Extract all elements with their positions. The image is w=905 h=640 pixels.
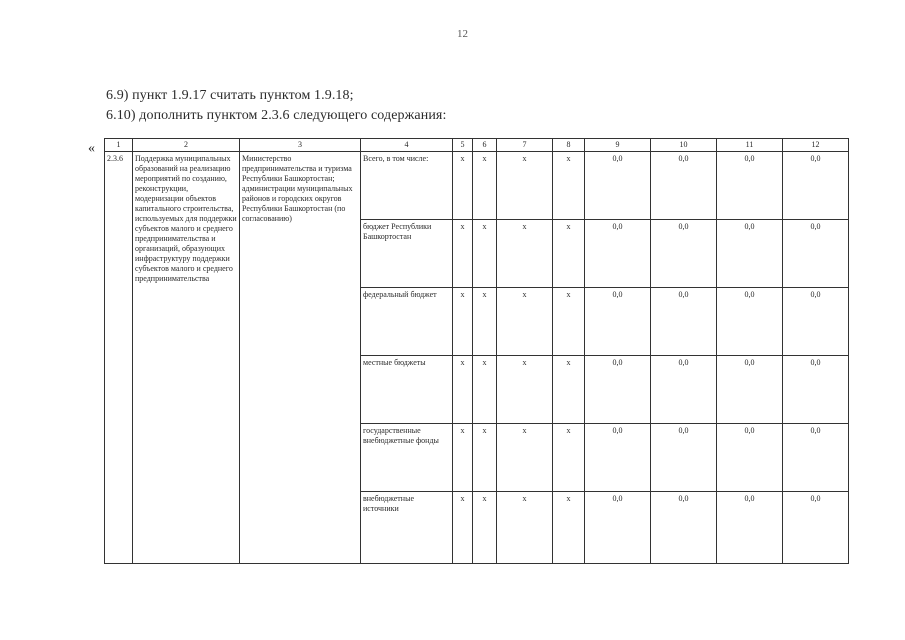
- cell-col-11: 0,0: [717, 356, 783, 424]
- cell-col-6: х: [473, 424, 497, 492]
- cell-col-6: х: [473, 288, 497, 356]
- cell-col-8: х: [553, 356, 585, 424]
- opening-quote-mark: «: [88, 141, 95, 156]
- cell-col-11: 0,0: [717, 220, 783, 288]
- cell-col-12: 0,0: [783, 152, 849, 220]
- cell-col-10: 0,0: [651, 492, 717, 564]
- program-table: [104, 138, 849, 564]
- column-header-11: 11: [717, 139, 783, 152]
- cell-col-9: 0,0: [585, 492, 651, 564]
- cell-col-8: х: [553, 152, 585, 220]
- funding-source: внебюджетные источники: [361, 492, 453, 564]
- table-row: [105, 152, 849, 220]
- cell-col-8: х: [553, 220, 585, 288]
- cell-col-5: х: [453, 220, 473, 288]
- funding-source: Всего, в том числе:: [361, 152, 453, 220]
- paragraph-6-10: 6.10) дополнить пунктом 2.3.6 следующего содержания:: [106, 108, 447, 123]
- column-header-3: 3: [240, 139, 361, 152]
- cell-col-7: х: [497, 356, 553, 424]
- cell-col-6: х: [473, 356, 497, 424]
- column-header-9: 9: [585, 139, 651, 152]
- column-header-1: 1: [105, 139, 133, 152]
- cell-col-11: 0,0: [717, 424, 783, 492]
- cell-col-9: 0,0: [585, 152, 651, 220]
- cell-col-6: х: [473, 492, 497, 564]
- cell-col-8: х: [553, 492, 585, 564]
- cell-col-9: 0,0: [585, 356, 651, 424]
- column-header-2: 2: [133, 139, 240, 152]
- cell-col-7: х: [497, 220, 553, 288]
- cell-col-8: х: [553, 424, 585, 492]
- cell-col-5: х: [453, 288, 473, 356]
- cell-col-7: х: [497, 492, 553, 564]
- cell-col-10: 0,0: [651, 356, 717, 424]
- cell-col-5: х: [453, 492, 473, 564]
- cell-col-10: 0,0: [651, 424, 717, 492]
- column-header-4: 4: [361, 139, 453, 152]
- cell-col-12: 0,0: [783, 492, 849, 564]
- cell-col-11: 0,0: [717, 492, 783, 564]
- column-header-8: 8: [553, 139, 585, 152]
- column-header-6: 6: [473, 139, 497, 152]
- executor-description: Министерство предпринимательства и туризма Республики Башкортостан; администрации муниципальных районов и городских округов Республики Башкортостан (по согласованию): [240, 152, 361, 564]
- paragraph-6-9: 6.9) пункт 1.9.17 считать пунктом 1.9.18;: [106, 88, 354, 103]
- cell-col-10: 0,0: [651, 220, 717, 288]
- cell-col-12: 0,0: [783, 288, 849, 356]
- column-header-5: 5: [453, 139, 473, 152]
- column-header-7: 7: [497, 139, 553, 152]
- cell-col-12: 0,0: [783, 424, 849, 492]
- cell-col-10: 0,0: [651, 288, 717, 356]
- funding-source: местные бюджеты: [361, 356, 453, 424]
- table-header-row: [105, 139, 849, 152]
- cell-col-5: х: [453, 356, 473, 424]
- cell-col-12: 0,0: [783, 220, 849, 288]
- column-header-10: 10: [651, 139, 717, 152]
- cell-col-9: 0,0: [585, 288, 651, 356]
- cell-col-6: х: [473, 220, 497, 288]
- cell-col-6: х: [473, 152, 497, 220]
- cell-col-7: х: [497, 288, 553, 356]
- cell-col-11: 0,0: [717, 288, 783, 356]
- cell-col-9: 0,0: [585, 424, 651, 492]
- cell-col-9: 0,0: [585, 220, 651, 288]
- cell-col-7: х: [497, 152, 553, 220]
- cell-col-5: х: [453, 424, 473, 492]
- item-code: 2.3.6: [105, 152, 133, 564]
- funding-source: государственные внебюджетные фонды: [361, 424, 453, 492]
- funding-source: федеральный бюджет: [361, 288, 453, 356]
- cell-col-8: х: [553, 288, 585, 356]
- funding-source: бюджет Республики Башкортостан: [361, 220, 453, 288]
- cell-col-10: 0,0: [651, 152, 717, 220]
- page-number: 12: [457, 28, 468, 40]
- cell-col-12: 0,0: [783, 356, 849, 424]
- measure-description: Поддержка муниципальных образований на реализацию мероприятий по созданию, реконструкции, модернизации объектов капитального строительства, используемых для поддержки субъектов малого и среднего предпринимательства и организаций, образующих инфраструктуру поддержки субъектов малого и среднего предпринимательства: [133, 152, 240, 564]
- cell-col-5: х: [453, 152, 473, 220]
- cell-col-11: 0,0: [717, 152, 783, 220]
- column-header-12: 12: [783, 139, 849, 152]
- cell-col-7: х: [497, 424, 553, 492]
